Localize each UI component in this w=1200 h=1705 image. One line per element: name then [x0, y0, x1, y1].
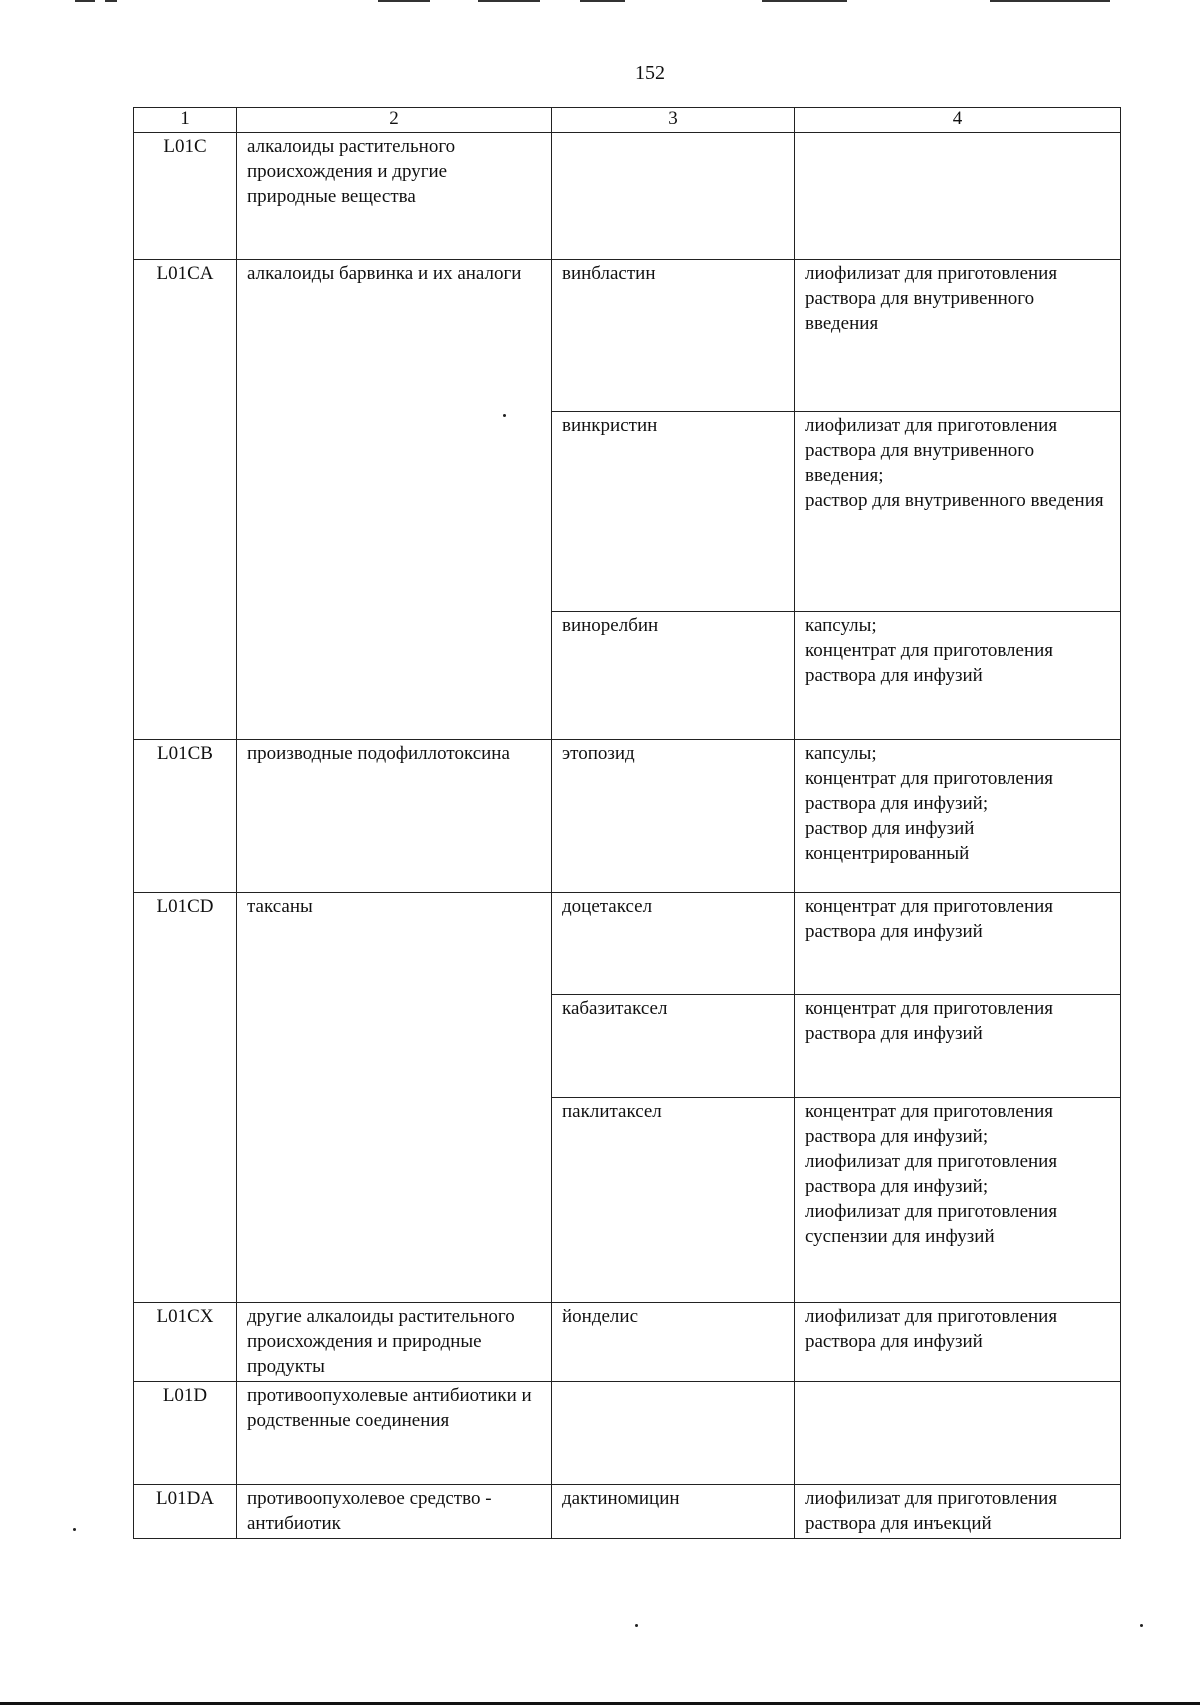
dosage-form-cell: концентрат для приготовления раствора для инфузий — [795, 893, 1121, 995]
column-header: 4 — [795, 108, 1121, 133]
drug-name-cell: винбластин — [552, 260, 795, 412]
scan-edge-mark — [105, 0, 117, 2]
dosage-form-cell: лиофилизат для приготовления раствора для внутривенного введения — [795, 260, 1121, 412]
drug-name-cell: кабазитаксел — [552, 995, 795, 1098]
group-name-cell: алкалоиды барвинка и их аналоги — [237, 260, 552, 740]
drug-name-cell: йонделис — [552, 1303, 795, 1382]
atc-code-cell: L01DA — [134, 1485, 237, 1539]
atc-code-cell: L01C — [134, 133, 237, 260]
scan-edge-mark — [580, 0, 625, 2]
dosage-form-cell: концентрат для приготовления раствора для инфузий — [795, 995, 1121, 1098]
scan-speck — [635, 1624, 638, 1627]
table-row — [134, 1382, 1121, 1485]
scan-edge-mark — [75, 0, 95, 2]
column-header: 2 — [237, 108, 552, 133]
table-row — [134, 1485, 1121, 1539]
scan-speck — [503, 414, 506, 417]
drug-name-cell — [552, 133, 795, 260]
dosage-form-cell: лиофилизат для приготовления раствора для внутривенного введения; раствор для внутривенного введения — [795, 412, 1121, 612]
column-header: 1 — [134, 108, 237, 133]
atc-code-cell: L01CX — [134, 1303, 237, 1382]
table-row — [134, 260, 1121, 412]
scan-speck — [1140, 1624, 1143, 1627]
drug-name-cell: паклитаксел — [552, 1098, 795, 1303]
drug-name-cell: этопозид — [552, 740, 795, 893]
group-name-cell: алкалоиды растительного происхождения и другие природные вещества — [237, 133, 552, 260]
dosage-form-cell: концентрат для приготовления раствора для инфузий; лиофилизат для приготовления раствора для инфузий; лиофилизат для приготовления суспензии для инфузий — [795, 1098, 1121, 1303]
atc-code-cell: L01D — [134, 1382, 237, 1485]
drug-name-cell: дактиномицин — [552, 1485, 795, 1539]
scan-edge-mark — [990, 0, 1110, 2]
group-name-cell: противоопухолевые антибиотики и родственные соединения — [237, 1382, 552, 1485]
group-name-cell: таксаны — [237, 893, 552, 1303]
drug-registry-table — [133, 107, 1121, 1539]
drug-name-cell: доцетаксел — [552, 893, 795, 995]
table-row — [134, 133, 1121, 260]
group-name-cell: другие алкалоиды растительного происхождения и природные продукты — [237, 1303, 552, 1382]
table-row — [134, 893, 1121, 995]
atc-code-cell: L01CB — [134, 740, 237, 893]
group-name-cell: противоопухолевое средство - антибиотик — [237, 1485, 552, 1539]
dosage-form-cell: лиофилизат для приготовления раствора для инъекций — [795, 1485, 1121, 1539]
dosage-form-cell — [795, 133, 1121, 260]
drug-name-cell — [552, 1382, 795, 1485]
column-header: 3 — [552, 108, 795, 133]
dosage-form-cell: лиофилизат для приготовления раствора для инфузий — [795, 1303, 1121, 1382]
table-header-row — [134, 108, 1121, 133]
table-row — [134, 1303, 1121, 1382]
dosage-form-cell: капсулы; концентрат для приготовления раствора для инфузий; раствор для инфузий концентрированный — [795, 740, 1121, 893]
scan-speck — [73, 1528, 76, 1531]
page-number: 152 — [635, 62, 665, 84]
drug-name-cell: винорелбин — [552, 612, 795, 740]
scan-edge-mark — [378, 0, 430, 2]
group-name-cell: производные подофиллотоксина — [237, 740, 552, 893]
dosage-form-cell: капсулы; концентрат для приготовления раствора для инфузий — [795, 612, 1121, 740]
scan-edge-mark — [762, 0, 847, 2]
scan-edge-mark — [478, 0, 540, 2]
dosage-form-cell — [795, 1382, 1121, 1485]
atc-code-cell: L01CA — [134, 260, 237, 740]
drug-name-cell: винкристин — [552, 412, 795, 612]
atc-code-cell: L01CD — [134, 893, 237, 1303]
table-row — [134, 740, 1121, 893]
